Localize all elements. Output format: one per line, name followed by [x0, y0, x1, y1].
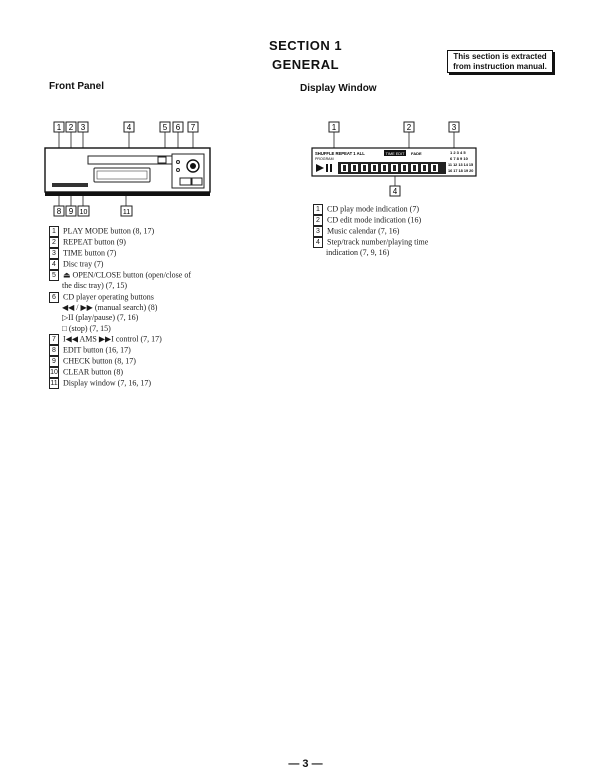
- legend-item-time: 3 TIME button (7): [49, 248, 191, 259]
- front-callout-10: 10: [79, 209, 88, 216]
- legend-item-step-track: 4 Step/track number/playing time: [313, 237, 428, 248]
- lcd-fade: FADE: [411, 150, 422, 156]
- display-callout-2: 2: [406, 123, 412, 132]
- front-callout-8: 8: [56, 207, 62, 216]
- legend-number: 3: [313, 226, 323, 237]
- lcd-panel: [312, 148, 476, 176]
- legend-number: 10: [50, 369, 58, 377]
- lcd-calendar-row-3: 11 12 13 14 15: [448, 163, 474, 167]
- lcd-calendar-row-1: 1 2 3 4 5: [450, 150, 466, 155]
- legend-item-repeat: 2 REPEAT button (9): [49, 237, 191, 248]
- front-callouts-bottom: [54, 206, 132, 216]
- legend-number: 3: [49, 248, 59, 259]
- legend-item-open-close: 5 ⏏ OPEN/CLOSE button (open/close of: [49, 270, 191, 281]
- front-callout-7: 7: [190, 123, 196, 132]
- legend-number: 2: [313, 215, 323, 226]
- front-callout-9: 9: [68, 207, 74, 216]
- display-callout-1: 1: [331, 123, 337, 132]
- cd-player-body: [45, 148, 210, 196]
- lcd-calendar-row-2: 6 7 8 9 10: [450, 156, 468, 161]
- front-callout-2: 2: [68, 123, 74, 132]
- legend-number: 2: [49, 237, 59, 248]
- front-callout-3: 3: [80, 123, 86, 132]
- legend-item-play-pause: ▷II (play/pause) (7, 16): [62, 313, 139, 323]
- legend-item-operating-buttons: 6 CD player operating buttons: [49, 292, 191, 303]
- legend-number: 7: [49, 334, 59, 345]
- legend-number: 5: [49, 270, 59, 281]
- lcd-calendar-row-4: 16 17 18 19 20: [448, 169, 474, 173]
- front-callout-5: 5: [162, 123, 168, 132]
- legend-number: 1: [313, 204, 323, 215]
- legend-number: 11: [50, 380, 58, 388]
- legend-number: 6: [49, 292, 59, 303]
- legend-item-step-track-cont: indication (7, 9, 16): [326, 248, 390, 257]
- front-callout-6: 6: [175, 123, 181, 132]
- display-window-heading: Display Window: [300, 83, 377, 94]
- legend-number: 4: [49, 259, 59, 270]
- display-callouts-top: [329, 122, 459, 132]
- extract-notice: [447, 50, 553, 73]
- display-window-legend: [313, 204, 428, 259]
- section-title: GENERAL: [271, 57, 340, 72]
- legend-item-edit: 8 EDIT button (16, 17): [49, 345, 191, 356]
- lcd-mode-row: SHUFFLE REPEAT 1 ALL: [315, 151, 365, 156]
- front-panel-heading: Front Panel: [49, 81, 105, 92]
- legend-item-display-window: 11 Display window (7, 16, 17): [50, 378, 151, 388]
- legend-item-check: 9 CHECK button (8, 17): [49, 356, 191, 367]
- section-number: SECTION 1: [268, 38, 343, 53]
- display-callout-3: 3: [451, 123, 457, 132]
- legend-number: 1: [49, 226, 59, 237]
- display-callout-4: 4: [392, 187, 398, 196]
- front-panel-legend: [49, 226, 191, 389]
- legend-item-edit-mode-indication: 2 CD edit mode indication (16): [313, 215, 428, 226]
- extract-notice-line-1: This section is extracted: [453, 52, 547, 61]
- legend-number: 4: [313, 237, 323, 248]
- front-callout-11: 11: [122, 209, 131, 216]
- legend-number: 8: [49, 345, 59, 356]
- lcd-program: PROGRAM: [315, 157, 334, 161]
- front-callouts-top: [54, 122, 198, 132]
- legend-item-play-mode: 1 PLAY MODE button (8, 17): [49, 226, 191, 237]
- legend-item-play-mode-indication: 1 CD play mode indication (7): [313, 204, 428, 215]
- display-window-diagram: [298, 118, 478, 202]
- legend-number: 9: [49, 356, 59, 367]
- extract-notice-line-2: from instruction manual.: [453, 61, 547, 71]
- front-callout-1: 1: [56, 123, 62, 132]
- legend-item-open-close-cont: the disc tray) (7, 15): [62, 281, 128, 290]
- legend-item-music-calendar: 3 Music calendar (7, 16): [313, 226, 428, 237]
- legend-item-stop: □ (stop) (7, 15): [62, 323, 111, 333]
- legend-item-disc-tray: 4 Disc tray (7): [49, 259, 191, 270]
- legend-item-manual-search: ◀◀ / ▶▶ (manual search) (8): [62, 302, 158, 312]
- front-callout-4: 4: [126, 123, 132, 132]
- page-number: — 3 —: [288, 758, 323, 770]
- lcd-edit-box: TIME EDIT: [385, 151, 405, 156]
- legend-item-ams: 7 I◀◀ AMS ▶▶I control (7, 17): [49, 334, 191, 345]
- front-panel-diagram: [40, 118, 220, 226]
- legend-item-clear: 10 CLEAR button (8): [50, 367, 123, 377]
